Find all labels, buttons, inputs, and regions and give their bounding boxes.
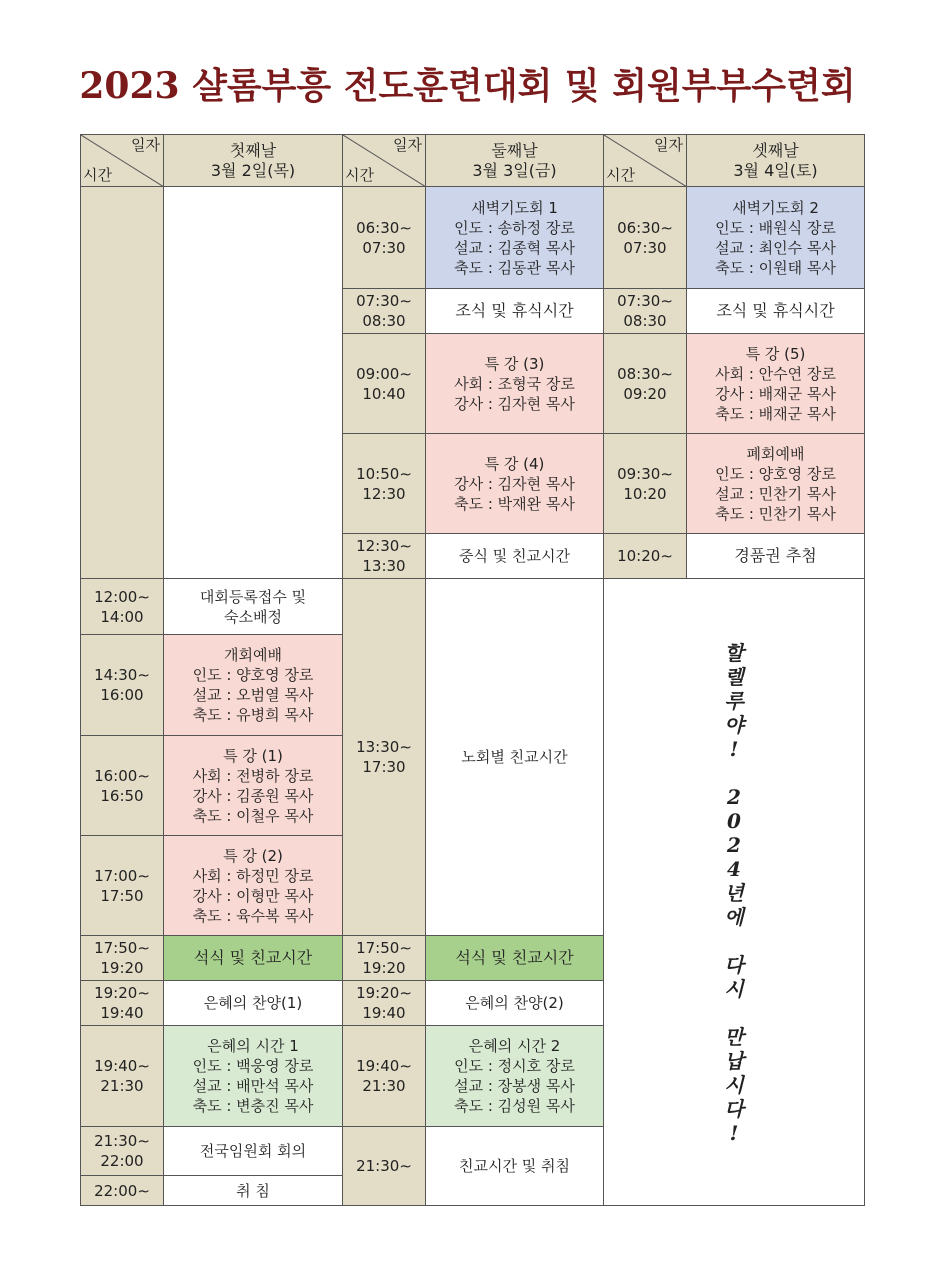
day1-event-4-line: 축도 : 육수복 목사 bbox=[192, 906, 314, 925]
day2-time-4-line: 10:50∼ bbox=[356, 464, 412, 483]
day1-event-8 bbox=[163, 1126, 343, 1176]
day3-time-2-line: 07:30∼ bbox=[617, 292, 673, 310]
day2-event-3 bbox=[425, 333, 604, 434]
day1-time-3-line: 16:00∼ bbox=[94, 766, 150, 785]
day2-event-1 bbox=[425, 186, 604, 289]
day2-event-4-line: 특 강 (4) bbox=[484, 454, 545, 473]
day1-event-3-line: 축도 : 이철우 목사 bbox=[192, 806, 314, 825]
day-header-2 bbox=[425, 134, 604, 187]
day2-event-10-line: 친교시간 및 취침 bbox=[459, 1157, 570, 1175]
day2-event-1-line: 인도 : 송하정 장로 bbox=[454, 218, 575, 237]
day3-event-4-line: 인도 : 양호영 장로 bbox=[715, 464, 836, 483]
day3-event-1-line: 설교 : 최인수 목사 bbox=[715, 238, 836, 257]
header-corner-day2 bbox=[342, 134, 426, 187]
day-header-1-line: 첫째날 bbox=[229, 140, 277, 160]
day1-event-9-line: 취 침 bbox=[236, 1181, 270, 1200]
day2-time-2-line: 08:30 bbox=[362, 312, 406, 330]
day2-time-1 bbox=[342, 186, 426, 289]
day1-event-1-line: 숙소배정 bbox=[224, 607, 282, 626]
day2-time-9-line: 21:30 bbox=[362, 1077, 406, 1095]
day3-time-3-line: 08:30∼ bbox=[617, 364, 673, 383]
day1-time-5-line: 17:50∼ bbox=[94, 939, 150, 957]
day3-event-4 bbox=[686, 433, 865, 534]
day2-time-7-line: 17:50∼ bbox=[356, 939, 412, 957]
day-header-1 bbox=[163, 134, 343, 187]
day1-event-5 bbox=[163, 935, 343, 981]
day2-event-6-line: 노회별 친교시간 bbox=[461, 748, 568, 766]
day3-event-3-line: 사회 : 안수연 장로 bbox=[715, 364, 836, 383]
day1-time-6 bbox=[80, 980, 164, 1026]
day1-time-9 bbox=[80, 1175, 164, 1206]
day-header-3-line: 3월 4일(토) bbox=[733, 160, 818, 180]
day1-event-4-line: 특 강 (2) bbox=[223, 846, 283, 865]
day1-event-9 bbox=[163, 1175, 343, 1206]
day2-event-4 bbox=[425, 433, 604, 534]
day3-event-1-line: 축도 : 이원태 목사 bbox=[715, 258, 836, 277]
day1-time-3-line: 16:50 bbox=[100, 786, 144, 805]
closing-message bbox=[603, 578, 865, 1206]
day2-event-4-line: 강사 : 김자현 목사 bbox=[454, 474, 575, 493]
day1-event-7-line: 은혜의 시간 1 bbox=[207, 1037, 299, 1055]
day2-time-6 bbox=[342, 578, 426, 936]
day3-time-3-line: 09:20 bbox=[623, 384, 667, 403]
day2-time-3-line: 10:40 bbox=[362, 384, 406, 403]
day3-event-1-line: 인도 : 배원식 장로 bbox=[715, 218, 836, 237]
day2-time-3 bbox=[342, 333, 426, 434]
header-corner-day3 bbox=[603, 134, 687, 187]
day1-event-3-line: 사회 : 전병하 장로 bbox=[192, 766, 314, 785]
day2-event-9 bbox=[425, 1025, 604, 1127]
day1-event-4-line: 사회 : 하정민 장로 bbox=[192, 866, 314, 885]
day2-event-1-line: 설교 : 김종혁 목사 bbox=[454, 238, 575, 257]
day1-event-7 bbox=[163, 1025, 343, 1127]
day2-time-4-line: 12:30 bbox=[362, 484, 406, 503]
day1-time-1 bbox=[80, 578, 164, 635]
day2-event-9-line: 축도 : 김성원 목사 bbox=[454, 1097, 575, 1115]
day2-event-1-line: 새벽기도회 1 bbox=[471, 198, 558, 217]
day1-event-2 bbox=[163, 634, 343, 736]
day1-time-9-line: 22:00∼ bbox=[94, 1181, 150, 1200]
day3-event-3-line: 강사 : 배재군 목사 bbox=[715, 384, 836, 403]
day1-time-7-line: 21:30 bbox=[100, 1077, 144, 1095]
day1-empty-time bbox=[80, 186, 164, 579]
day3-event-4-line: 축도 : 민찬기 목사 bbox=[715, 504, 836, 523]
day1-event-2-line: 설교 : 오범열 목사 bbox=[192, 686, 314, 704]
day2-time-8-line: 19:40 bbox=[362, 1004, 406, 1022]
day1-event-6 bbox=[163, 980, 343, 1026]
day1-time-7 bbox=[80, 1025, 164, 1127]
day1-event-3-line: 특 강 (1) bbox=[223, 746, 283, 765]
day1-event-2-line: 인도 : 양호영 장로 bbox=[192, 666, 314, 684]
day1-event-7-line: 인도 : 백웅영 장로 bbox=[192, 1057, 314, 1075]
day1-event-4 bbox=[163, 835, 343, 936]
day3-event-2-line: 조식 및 휴식시간 bbox=[716, 301, 835, 320]
day3-time-1-line: 06:30∼ bbox=[617, 218, 673, 237]
day1-time-6-line: 19:40 bbox=[100, 1004, 144, 1022]
day1-time-3 bbox=[80, 735, 164, 836]
day2-event-1-line: 축도 : 김동관 목사 bbox=[454, 258, 575, 277]
day2-event-6 bbox=[425, 578, 604, 936]
day1-time-4 bbox=[80, 835, 164, 936]
day1-event-7-line: 축도 : 변충진 목사 bbox=[192, 1097, 314, 1115]
day2-event-3-line: 강사 : 김자현 목사 bbox=[454, 394, 575, 413]
day2-event-2 bbox=[425, 288, 604, 334]
day3-event-3 bbox=[686, 333, 865, 434]
day3-event-2 bbox=[686, 288, 865, 334]
time-label: 시간 bbox=[345, 166, 374, 184]
day1-time-5-line: 19:20 bbox=[100, 959, 144, 977]
date-label: 일자 bbox=[654, 136, 683, 154]
day2-time-9-line: 19:40∼ bbox=[356, 1057, 412, 1075]
day-header-3 bbox=[686, 134, 865, 187]
day1-time-8 bbox=[80, 1126, 164, 1176]
day1-event-7-line: 설교 : 배만석 목사 bbox=[192, 1077, 314, 1095]
day1-time-6-line: 19:20∼ bbox=[94, 984, 150, 1002]
day1-event-8-line: 전국임원회 회의 bbox=[199, 1142, 307, 1160]
day2-event-8-line: 은혜의 찬양(2) bbox=[465, 994, 564, 1012]
day1-time-1-line: 14:00 bbox=[100, 607, 144, 626]
date-label: 일자 bbox=[393, 136, 422, 154]
day3-time-3 bbox=[603, 333, 687, 434]
day1-time-5 bbox=[80, 935, 164, 981]
day3-event-4-line: 폐회예배 bbox=[746, 444, 805, 463]
day2-time-9 bbox=[342, 1025, 426, 1127]
day-header-2-line: 둘째날 bbox=[491, 140, 538, 160]
page-title: 2023 샬롬부흥 전도훈련대회 및 회원부부수련회 bbox=[79, 65, 856, 107]
day2-time-6-line: 17:30 bbox=[362, 758, 406, 776]
day3-event-4-line: 설교 : 민찬기 목사 bbox=[715, 484, 836, 503]
day1-event-2-line: 축도 : 유병희 목사 bbox=[192, 706, 314, 724]
day1-time-1-line: 12:00∼ bbox=[94, 587, 150, 606]
day2-event-3-line: 사회 : 조형국 장로 bbox=[454, 374, 575, 393]
day1-time-4-line: 17:00∼ bbox=[94, 866, 150, 885]
day3-time-5 bbox=[603, 533, 687, 579]
day2-time-1-line: 06:30∼ bbox=[356, 218, 412, 237]
day3-event-3-line: 축도 : 배재군 목사 bbox=[715, 404, 836, 423]
day2-time-2-line: 07:30∼ bbox=[356, 292, 412, 310]
day3-time-4 bbox=[603, 433, 687, 534]
day1-event-3-line: 강사 : 김종원 목사 bbox=[192, 786, 314, 805]
day2-event-9-line: 설교 : 장봉생 목사 bbox=[454, 1077, 575, 1095]
day2-event-7-line: 석식 및 친교시간 bbox=[455, 948, 574, 967]
day2-time-5-line: 12:30∼ bbox=[356, 537, 412, 555]
day2-event-2-line: 조식 및 휴식시간 bbox=[455, 301, 574, 320]
day2-time-2 bbox=[342, 288, 426, 334]
day1-time-2 bbox=[80, 634, 164, 736]
day1-event-5-line: 석식 및 친교시간 bbox=[193, 948, 313, 967]
day2-event-5-line: 중식 및 친교시간 bbox=[459, 547, 570, 565]
day3-event-1 bbox=[686, 186, 865, 289]
day1-event-1-line: 대회등록접수 및 bbox=[199, 587, 307, 606]
day2-event-4-line: 축도 : 박재완 목사 bbox=[454, 494, 575, 513]
time-label: 시간 bbox=[83, 166, 112, 184]
day3-time-4-line: 09:30∼ bbox=[617, 464, 673, 483]
day2-time-7 bbox=[342, 935, 426, 981]
day2-time-5-line: 13:30 bbox=[362, 557, 406, 575]
day-header-3-line: 셋째날 bbox=[752, 140, 799, 160]
day3-event-5 bbox=[686, 533, 865, 579]
day2-time-10 bbox=[342, 1126, 426, 1206]
day3-event-5-line: 경품권 추첨 bbox=[734, 546, 817, 565]
header-corner-day1 bbox=[80, 134, 164, 187]
day1-event-4-line: 강사 : 이형만 목사 bbox=[192, 886, 314, 905]
day2-event-3-line: 특 강 (3) bbox=[484, 354, 545, 373]
time-label: 시간 bbox=[606, 166, 635, 184]
day1-time-8-line: 22:00 bbox=[100, 1152, 144, 1170]
day2-event-8 bbox=[425, 980, 604, 1026]
day1-event-1 bbox=[163, 578, 343, 635]
day2-time-8-line: 19:20∼ bbox=[356, 984, 412, 1002]
date-label: 일자 bbox=[131, 136, 160, 154]
day1-time-4-line: 17:50 bbox=[100, 886, 144, 905]
day2-event-9-line: 인도 : 정시호 장로 bbox=[454, 1057, 575, 1075]
day3-time-1 bbox=[603, 186, 687, 289]
day3-time-2-line: 08:30 bbox=[623, 312, 667, 330]
day3-event-3-line: 특 강 (5) bbox=[745, 344, 806, 363]
day2-event-5 bbox=[425, 533, 604, 579]
day3-event-1-line: 새벽기도회 2 bbox=[732, 198, 819, 217]
day3-time-4-line: 10:20 bbox=[623, 484, 667, 503]
closing-message-text: 할 렐 루 야 ! 2 0 2 4 년 에 다 시 만 납 시 다 ! bbox=[724, 641, 744, 1145]
day-header-1-line: 3월 2일(목) bbox=[210, 160, 296, 180]
day3-time-1-line: 07:30 bbox=[623, 238, 667, 257]
day1-event-6-line: 은혜의 찬양(1) bbox=[203, 994, 303, 1012]
day3-time-5-line: 10:20∼ bbox=[617, 547, 673, 565]
day2-time-3-line: 09:00∼ bbox=[356, 364, 412, 383]
day3-time-2 bbox=[603, 288, 687, 334]
day2-time-4 bbox=[342, 433, 426, 534]
day2-event-10 bbox=[425, 1126, 604, 1206]
day2-time-6-line: 13:30∼ bbox=[356, 738, 412, 756]
day2-event-9-line: 은혜의 시간 2 bbox=[468, 1037, 561, 1055]
day1-time-7-line: 19:40∼ bbox=[94, 1057, 150, 1075]
day2-event-7 bbox=[425, 935, 604, 981]
day-header-2-line: 3월 3일(금) bbox=[472, 160, 557, 180]
day2-time-10-line: 21:30∼ bbox=[356, 1157, 412, 1175]
day1-event-2-line: 개회예배 bbox=[224, 646, 282, 664]
day1-time-2-line: 14:30∼ bbox=[94, 666, 150, 684]
day1-event-3 bbox=[163, 735, 343, 836]
day1-empty-event bbox=[163, 186, 343, 579]
day2-time-5 bbox=[342, 533, 426, 579]
day2-time-8 bbox=[342, 980, 426, 1026]
day1-time-8-line: 21:30∼ bbox=[94, 1132, 150, 1150]
day2-time-1-line: 07:30 bbox=[362, 238, 406, 257]
day1-time-2-line: 16:00 bbox=[100, 686, 144, 704]
day2-time-7-line: 19:20 bbox=[362, 959, 406, 977]
